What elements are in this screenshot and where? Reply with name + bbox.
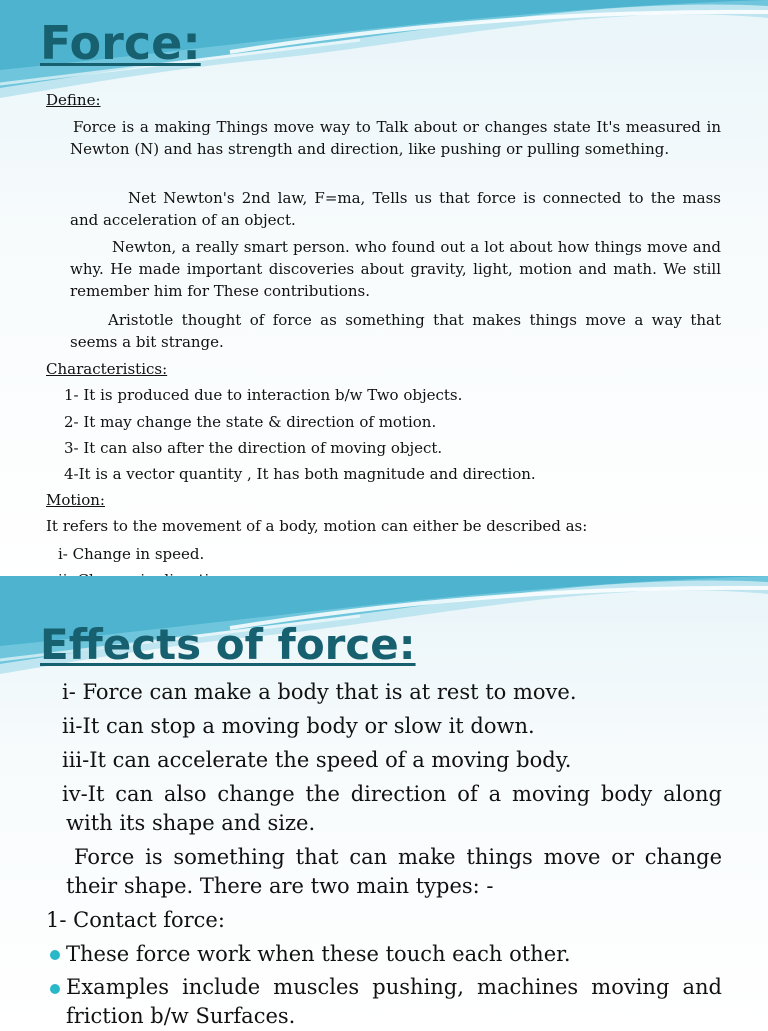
bullet-item: Examples include muscles pushing, machines moving and friction b/w Surfaces. <box>66 975 722 1028</box>
characteristic-item: 1- It is produced due to interaction b/w Two objects. <box>64 386 463 404</box>
contact-force-heading: 1- Contact force: <box>46 908 225 932</box>
paragraph-newton-law: Net Newton's 2nd law, F=ma, Tells us that force is connected to the mass and acceleration of an object. <box>70 189 721 229</box>
characteristic-item: 3- It can also after the direction of moving object. <box>64 439 443 457</box>
bullet-item: These force work when these touch each other. <box>66 942 571 966</box>
paragraph-aristotle: Aristotle thought of force as something that makes things move a way that seems a bit strange. <box>70 311 721 351</box>
effect-item: ii-It can stop a moving body or slow it down. <box>62 714 535 738</box>
types-intro-paragraph: Force is something that can make things move or change their shape. There are two main types: - <box>66 845 722 898</box>
bullet-icon <box>50 984 60 994</box>
motion-heading: Motion: <box>46 491 105 509</box>
define-heading: Define: <box>46 91 101 109</box>
slide-title: Force: <box>40 16 201 70</box>
paragraph-force-definition: Force is a making Things move way to Talk about or changes state It's measured in Newton (N) and has strength and direction, like pushing or pulling something. <box>70 118 721 158</box>
motion-item: i- Change in speed. <box>58 545 205 563</box>
paragraph-newton-bio: Newton, a really smart person. who found out a lot about how things move and why. He made important discoveries about gravity, light, motion and math. We still remember him for These contributions. <box>70 238 721 300</box>
effect-item: iv-It can also change the direction of a moving body along with its shape and size. <box>62 782 722 835</box>
characteristic-item: 2- It may change the state & direction of motion. <box>64 413 437 431</box>
effect-item: iii-It can accelerate the speed of a moving body. <box>62 748 572 772</box>
slide-2 <box>0 576 768 1028</box>
bullet-icon <box>50 950 60 960</box>
slide-title: Effects of force: <box>40 620 416 669</box>
characteristics-heading: Characteristics: <box>46 360 168 378</box>
motion-description: It refers to the movement of a body, motion can either be described as: <box>46 517 588 535</box>
characteristic-item: 4-It is a vector quantity , It has both magnitude and direction. <box>64 465 536 483</box>
effect-item: i- Force can make a body that is at rest to move. <box>62 680 577 704</box>
